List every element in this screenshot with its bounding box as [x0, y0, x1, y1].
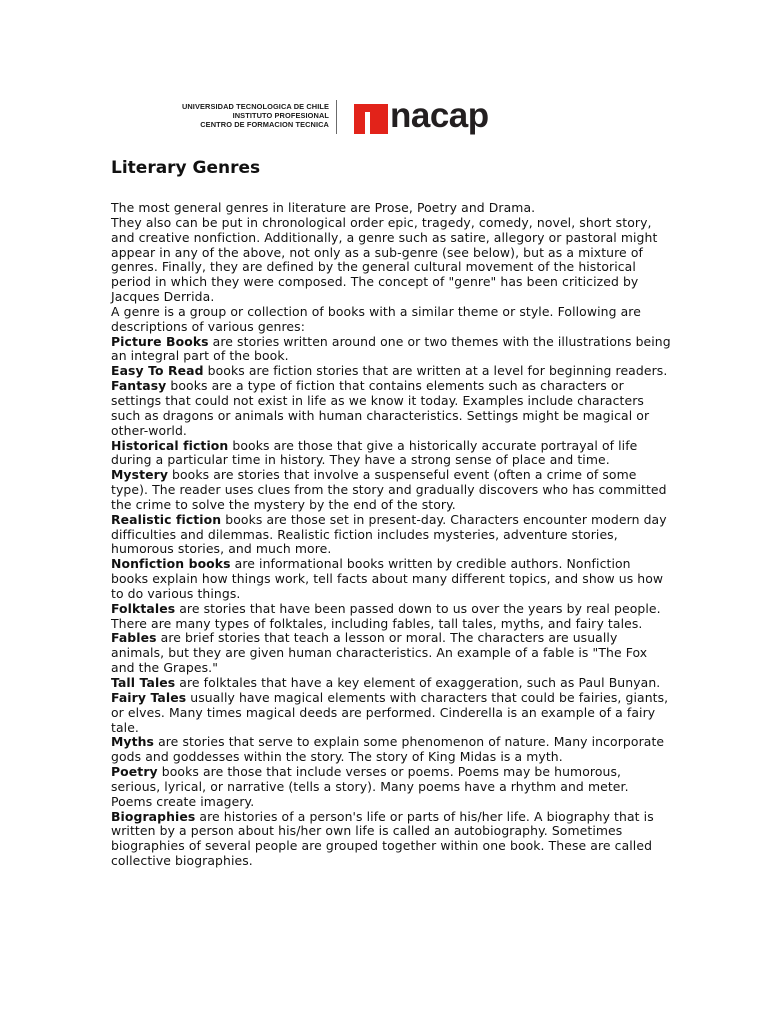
genre-entry-easy-to-read [111, 364, 671, 379]
genre-description: are stories that serve to explain some phenomenon of nature. Many incorporate gods and goddesses within the story. The story of King Midas is a myth. [111, 734, 665, 765]
genre-description: books are a type of fiction that contains elements such as characters or settings that could not exist in life as we know it today. Examples include characters such as dragons or animals with human characteristics. Settings might be magical or other-world. [111, 378, 650, 438]
genre-entry-realistic-fiction [111, 513, 671, 558]
genre-entry-folktales [111, 602, 671, 632]
genre-term: Fantasy [111, 378, 167, 394]
institution-line: INSTITUTO PROFESIONAL [232, 111, 329, 120]
genre-description: are stories written around one or two themes with the illustrations being an integral part of the book. [111, 333, 671, 364]
genre-term: Biographies [111, 808, 196, 824]
genre-term: Fables [111, 630, 157, 646]
document-body [111, 157, 671, 869]
genre-term: Mystery [111, 467, 168, 483]
genre-term: Picture Books [111, 333, 209, 349]
genre-entry-fairy-tales [111, 691, 671, 736]
institution-line: UNIVERSIDAD TECNOLOGICA DE CHILE [181, 102, 329, 111]
genre-description: are brief stories that teach a lesson or moral. The characters are usually animals, but they are given human characteristics. An example of a fable is "The Fox and the Grapes." [111, 630, 648, 676]
genre-term: Poetry [111, 764, 158, 780]
genre-description: are informational books written by credible authors. Nonfiction books explain how things work, tell facts about many different topics, and show us how to do various things. [111, 556, 664, 601]
genre-entry-nonfiction-books [111, 557, 671, 602]
genre-entry-historical-fiction [111, 439, 671, 469]
genre-term: Realistic fiction [111, 511, 222, 527]
genre-description: books are stories that involve a suspenseful event (often a crime of some type). The reader uses clues from the story and gradually discovers who has committed the crime to solve the mystery by the end of the story. [111, 467, 667, 512]
inacap-logo [354, 96, 524, 136]
page-title: Literary Genres [111, 158, 261, 178]
genre-term: Tall Tales [111, 675, 176, 690]
genre-description: books are those set in present-day. Characters encounter modern day difficulties and dilemmas. Realistic fiction includes mysteries, adventure stories, humorous stories, and much more. [111, 511, 667, 557]
genre-entry-tall-tales [111, 676, 671, 691]
genre-description: are stories that have been passed down to us over the years by real people. There are many types of folktales, including fables, tall tales, myths, and fairy tales. [111, 600, 661, 631]
intro-paragraph: A genre is a group or collection of books with a similar theme or style. Following are descriptions of various genres: [111, 303, 641, 334]
genre-entry-fables [111, 631, 671, 676]
genre-term: Folktales [111, 600, 176, 616]
genre-term: Nonfiction books [111, 556, 231, 572]
genre-description: usually have magical elements with characters that could be fairies, giants, or elves. Many times magical deeds are performed. Cinderella is an example of a fairy tale. [111, 689, 669, 735]
genre-entry-myths [111, 735, 671, 765]
institution-line: CENTRO DE FORMACION TECNICA [200, 120, 329, 129]
genre-description: books are those that give a historically accurate portrayal of life during a particular time in history. They have a strong sense of place and time. [111, 437, 638, 468]
genre-entry-mystery [111, 468, 671, 513]
header-divider [336, 100, 337, 134]
intro-paragraph: The most general genres in literature are Prose, Poetry and Drama. [111, 200, 536, 215]
genre-description: are folktales that have a key element of exaggeration, such as Paul Bunyan. [175, 675, 661, 690]
institution-name [141, 102, 329, 129]
logo-wordmark: nacap [390, 96, 489, 135]
page-header [141, 96, 531, 140]
genre-entry-picture-books [111, 335, 671, 365]
inacap-logo-mark-icon [354, 104, 388, 134]
genre-description: books are those that include verses or poems. Poems may be humorous, serious, lyrical, or narrative (tells a story). Many poems have a rhythm and meter. Poems create imagery. [111, 764, 629, 809]
genre-entry-fantasy [111, 379, 671, 438]
genre-entry-poetry [111, 765, 671, 810]
genre-term: Easy To Read [111, 363, 204, 379]
genre-entry-biographies [111, 810, 671, 869]
genre-term: Historical fiction [111, 437, 229, 453]
genre-term: Fairy Tales [111, 689, 187, 705]
intro-paragraph: They also can be put in chronological order epic, tragedy, comedy, novel, short story, and creative nonfiction. Additionally, a genre such as satire, allegory or pastoral might appear in any of the above, not only as a sub-genre (see below), but as a mixture of genres. Finally, they are defined by the general cultural movement of the historical period in which they were composed. The concept of "genre" has been criticized by Jacques Derrida. [111, 214, 658, 305]
genre-description: books are fiction stories that are written at a level for beginning readers. [203, 363, 668, 379]
genre-term: Myths [111, 734, 155, 750]
genre-description: are histories of a person's life or parts of his/her life. A biography that is written by a person about his/her own life is called an autobiography. Sometimes biographies of several people are grouped together within one book. These are called collective biographies. [111, 808, 654, 869]
